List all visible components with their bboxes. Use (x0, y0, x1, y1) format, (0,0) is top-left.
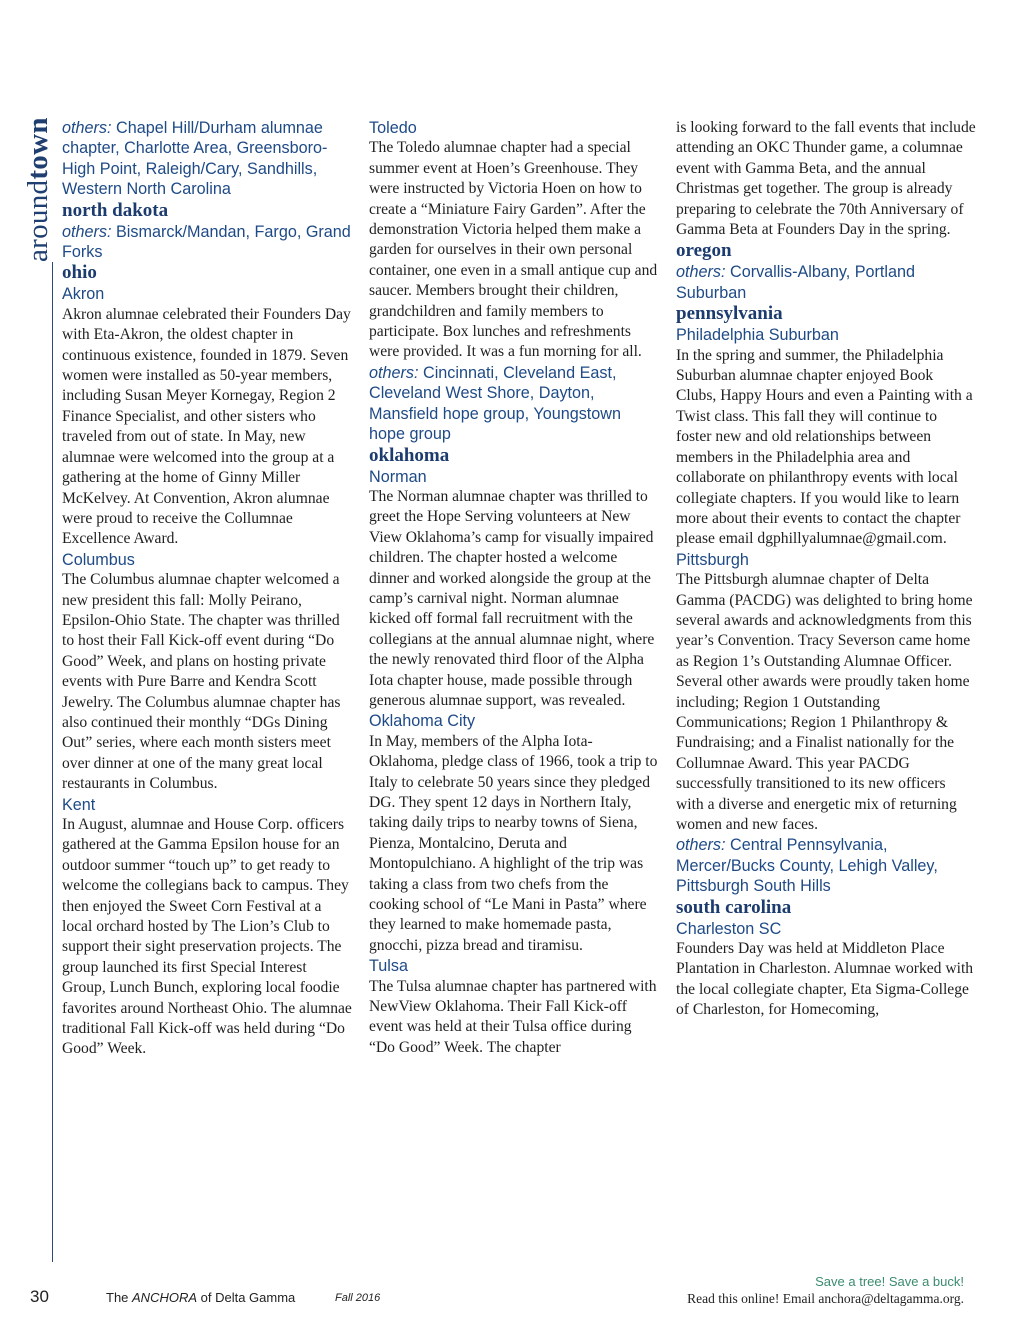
state-heading-south-carolina: south carolina (676, 896, 792, 918)
chapter-title-norman: Norman (369, 467, 427, 486)
chapter-body-kent: In August, alumnae and House Corp. officers gathered at the Gamma Epsilon house for an outdoor summer “touch up” to get ready to welcome the collegians back to campus. They then enjoyed the Sweet Corn Festival at a local orchard hosted by The Lion’s Club to support their sight preservation projects. The group launched its first Special Interest Group, Lunch Bunch, exploring local foodie favorites around Northeast Ohio. The alumnae traditional Fall Kick-off was held during “Do Good” Week. (62, 816, 352, 1058)
state-heading-ohio: ohio (62, 262, 97, 284)
chapter-title-charleston: Charleston SC (676, 919, 782, 938)
chapter-body-tulsa: The Tulsa alumnae chapter has partnered with NewView Oklahoma. Their Fall Kick-off event was held at their Tulsa office during “Do Good” Week. The chapter (369, 977, 657, 1056)
magazine-title (106, 1290, 295, 1305)
others-label: others: (62, 222, 112, 241)
others-label: others: (62, 119, 112, 137)
or-others (676, 262, 976, 303)
chapter-title-oklahoma-city: Oklahoma City (369, 712, 476, 731)
state-heading-oregon: oregon (676, 240, 732, 262)
state-heading-oklahoma: oklahoma (369, 444, 450, 466)
others-text: Cincinnati, Cleveland East, Cleveland West Shore, Dayton, Mansfield hope group, Youngstown hope group (369, 363, 621, 444)
chapter-body-philadelphia: In the spring and summer, the Philadelphia Suburban alumnae chapter enjoyed Book Clubs, Happy Hours and even a Painting with a Twist class. This fall they will continue to foster new and old relationships between members in the Philadelphia area and collaborate on philanthropy events with local collegiate chapters. If you would like to learn more about their events to contact the chapter please email dgphillyalumnae@gmail.com. (676, 346, 973, 548)
nd-others (62, 222, 352, 263)
chapter-title-kent: Kent (62, 795, 96, 814)
chapter-body-pittsburgh: The Pittsburgh alumnae chapter of Delta Gamma (PACDG) was delighted to bring home several awards and acknowledgments from this year’s Convention. Tracy Severson came home as Region 1’s Outstanding Alumnae Officer. Several other awards were proudly taken home including; Region 1 Outstanding Communications; Region 1 Philanthropy & Fundraising; and a Finalist nationally for the Collumnae Award. This year PACDG successfully transitioned to its new officers with a diverse and energetic mix of returning women and new faces. (676, 571, 973, 833)
chapter-body-akron: Akron alumnae celebrated their Founders Day with Eta-Akron, the oldest chapter in continuous existence, founded in 1879. Seven women were installed as 50-year members, including Susan Meyer Kornegay, Region 2 Finance Specialist, and other sisters who traveled from out of state. In May, new alumnae were welcomed into the group at a gathering at the home of Ginny Miller McKelvey. At Convention, Akron alumnae were proud to receive the Collumnae Excellence Award. (62, 305, 351, 548)
others-text: Chapel Hill/Durham alumnae chapter, Charlotte Area, Greensboro-High Point, Raleigh/Cary, Sandhills, Western North Carolina (62, 119, 328, 199)
chapter-body-tulsa-continued: is looking forward to the fall events that include attending an OKC Thunder game, a columnae event with Gamma Beta, and the annual Christmas get together. The group is already preparing to celebrate the 70th Anniversary of Gamma Beta at Founders Day in the spring. (676, 119, 976, 239)
section-tag-part2: town (22, 117, 54, 180)
section-tag-part1: around (22, 179, 54, 262)
chapter-title-toledo: Toledo (369, 119, 417, 137)
chapter-body-charleston: Founders Day was held at Middleton Place Plantation in Charleston. Alumnae worked with the local collegiate chapter, Eta Sigma-College of Charleston, for Homecoming, (676, 940, 974, 1019)
chapter-title-akron: Akron (62, 285, 105, 304)
others-label: others: (676, 836, 726, 855)
chapter-body-columbus: The Columbus alumnae chapter welcomed a new president this fall: Molly Peirano, Epsilon-Ohio State. The chapter was thrilled to host their Fall Kick-off event during “Do Good” Week, and plans on hosting private events with Pure Barre and Kendra Scott Jewelry. The Columbus alumnae chapter has also continued their monthly “DGs Dining Out” series, where each month sisters meet over dinner at one of the many great local restaurants in Columbus. (62, 571, 341, 793)
others-text: Bismarck/Mandan, Fargo, Grand Forks (62, 222, 351, 262)
issue-label: Fall 2016 (335, 1292, 381, 1304)
chapter-title-columbus: Columbus (62, 550, 135, 569)
chapter-body-toledo: The Toledo alumnae chapter had a special summer event at Hoen’s Greenhouse. They were instructed by Victoria Hoen on how to create a “Miniature Fairy Garden”. After the demonstration Victoria helped them make a garden for ourselves in their own personal container, one even in a small antique cup and saucer. Members brought their children, grandchildren and family members to participate. Box lunches and refreshments were provided. It was a fun morning for all. (369, 139, 658, 361)
others-text: Corvallis-Albany, Portland Suburban (676, 263, 916, 302)
section-tag-text (23, 117, 53, 262)
section-tag (22, 92, 52, 262)
column-1 (62, 118, 352, 1060)
save-a-tree-note: Save a tree! Save a buck! (815, 1274, 964, 1289)
column-3 (676, 118, 976, 1021)
chapter-body-oklahoma-city: In May, members of the Alpha Iota-Oklahoma, pledge class of 1966, took a trip to Italy to celebrate 50 years since they pledged DG. They spent 12 days in Northern Italy, taking daily trips to nearby towns of Siena, Pienza, Montalcino, Deruta and Montopulchiano. A highlight of the trip was taking a class from two chefs from the cooking school of “Le Mani in Pasta” where they learned to make homemade pasta, gnocchi, pizza bread and tiramisu. (369, 732, 658, 954)
magazine-prefix: The (106, 1290, 133, 1305)
nc-others (62, 118, 352, 200)
pa-others (676, 835, 976, 896)
others-label: others: (676, 263, 726, 282)
ohio-others (369, 363, 659, 445)
chapter-title-pittsburgh: Pittsburgh (676, 550, 749, 569)
read-online-note: Read this online! Email anchora@deltagamma.org. (687, 1291, 964, 1306)
magazine-name: ANCHORA (132, 1290, 198, 1305)
others-label: others: (369, 363, 419, 382)
state-heading-pennsylvania: pennsylvania (676, 303, 783, 325)
chapter-title-philadelphia: Philadelphia Suburban (676, 326, 839, 345)
others-text: Central Pennsylvania, Mercer/Bucks County, Lehigh Valley, Pittsburgh South Hills (676, 836, 938, 896)
magazine-suffix: of Delta Gamma (197, 1290, 296, 1305)
page-number: 30 (30, 1287, 49, 1306)
chapter-body-norman: The Norman alumnae chapter was thrilled to greet the Hope Serving volunteers at New View Oklahoma’s camp for visually impaired children. The chapter hosted a welcome dinner and worked alongside the group at the camp’s carnival night. Norman alumnae kicked off formal fall recruitment with the collegians at the annual alumnae night, where the newly renovated third floor of the Alpha Iota chapter house, made possible through generous alumnae support, was revealed. (369, 487, 655, 709)
chapter-title-tulsa: Tulsa (369, 957, 408, 976)
column-2 (369, 118, 659, 1058)
state-heading-north-dakota: north dakota (62, 199, 169, 221)
section-rule (52, 262, 53, 1262)
